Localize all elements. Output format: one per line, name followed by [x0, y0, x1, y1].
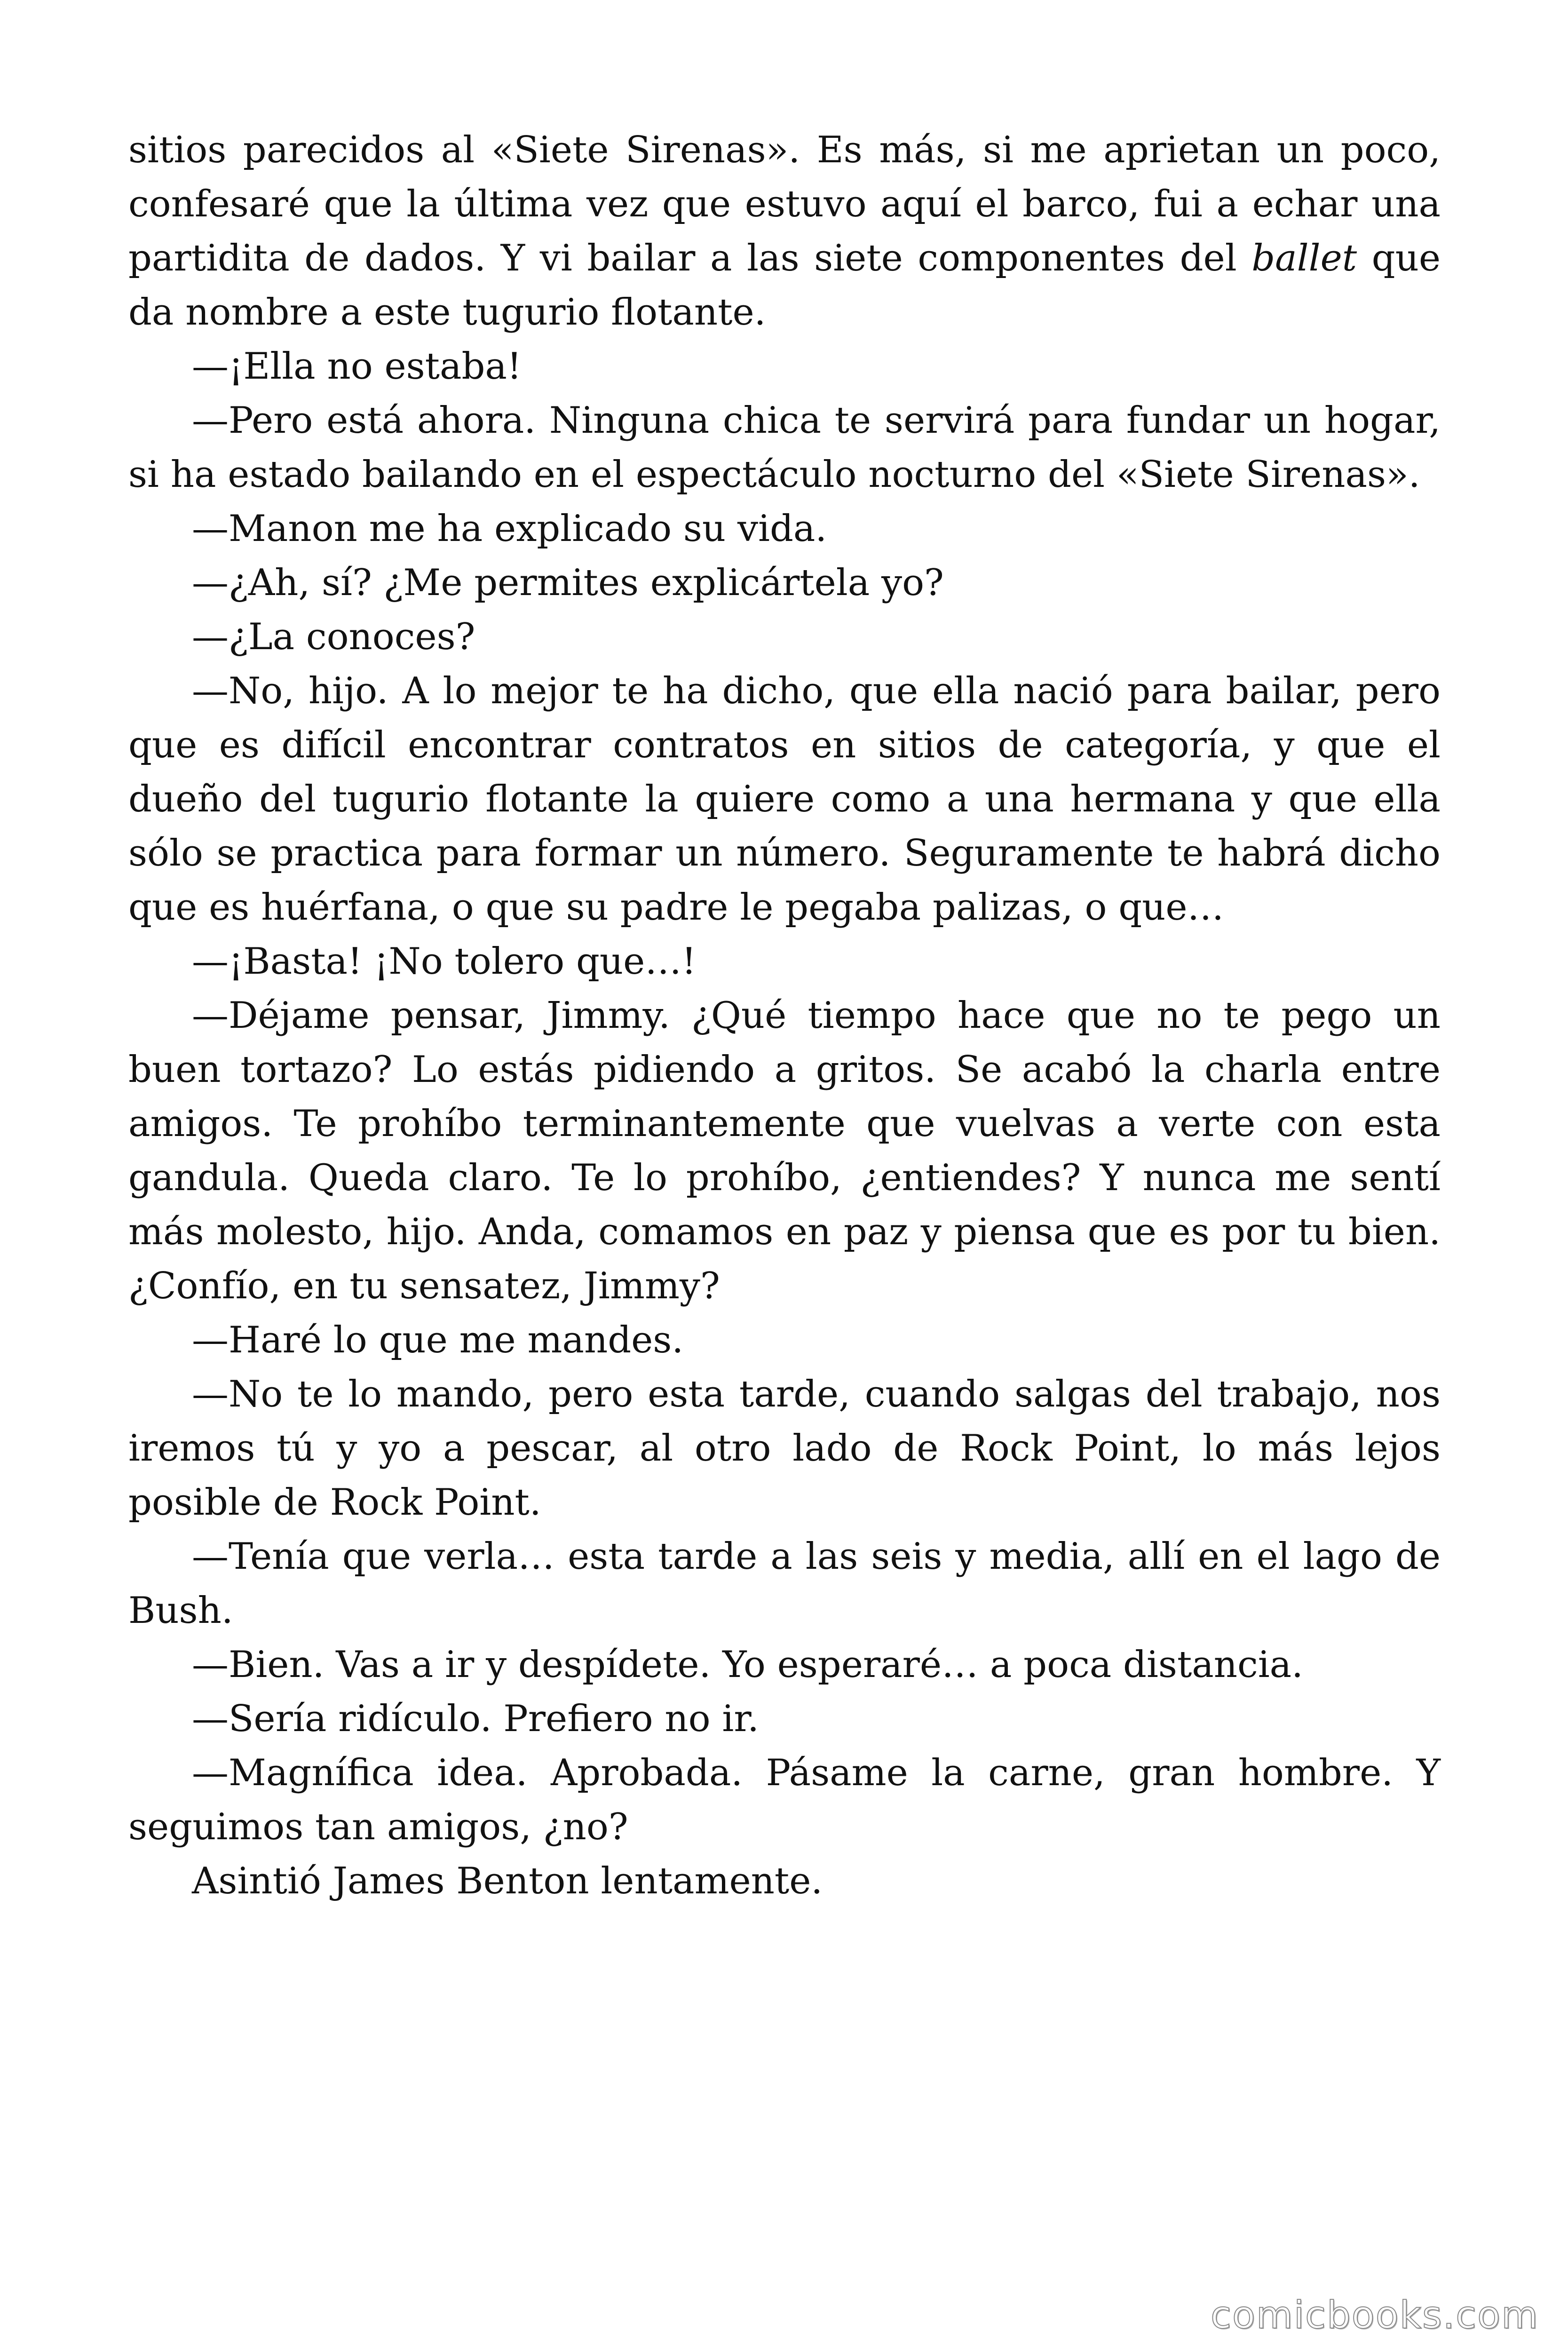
dialogue-line: —Bien. Vas a ir y despídete. Yo esperaré… a poca distancia.: [192, 1644, 1303, 1686]
dialogue-line: —Haré lo que me mandes.: [192, 1319, 684, 1361]
body-text: [128, 123, 1441, 1908]
dialogue-line: —Magnífica idea. Aprobada. Pásame la carne, gran hombre. Y seguimos tan amigos, ¿no?: [128, 1752, 1441, 1848]
dialogue-line: —Déjame pensar, Jimmy. ¿Qué tiempo hace que no te pego un buen tortazo? Lo estás pidiendo a gritos. Se acabó la charla entre amigos. Te prohíbo terminantemente que vuelvas a verte con esta gandula. Queda claro. Te lo prohíbo, ¿entiendes? Y nunca me sentí más molesto, hijo. Anda, comamos en paz y piensa que es por tu bien. ¿Confío, en tu sensatez, Jimmy?: [128, 994, 1441, 1307]
watermark: comicbooks.com: [1210, 2293, 1539, 2337]
paragraph-text: que da nombre a este tugurio flotante.: [128, 237, 1441, 334]
dialogue-line: —¡Ella no estaba!: [192, 345, 522, 388]
dialogue-line: —¡Basta! ¡No tolero que…!: [192, 940, 697, 983]
dialogue-line: —Pero está ahora. Ninguna chica te servirá para fundar un hogar, si ha estado bailando en el espectáculo nocturno del «Siete Sirenas».: [128, 399, 1441, 496]
dialogue-line: —No te lo mando, pero esta tarde, cuando salgas del trabajo, nos iremos tú y yo a pescar, al otro lado de Rock Point, lo más lejos posible de Rock Point.: [128, 1373, 1441, 1524]
dialogue-line: —No, hijo. A lo mejor te ha dicho, que ella nació para bailar, pero que es difícil encontrar contratos en sitios de categoría, y que el dueño del tugurio flotante la quiere como a una hermana y que ella sólo se practica para formar un número. Seguramente te habrá dicho que es huérfana, o que su padre le pegaba palizas, o que…: [128, 670, 1441, 929]
dialogue-line: —Tenía que verla… esta tarde a las seis y media, allí en el lago de Bush.: [128, 1535, 1441, 1632]
dialogue-line: —Manon me ha explicado su vida.: [192, 508, 827, 550]
paragraph-text: sitios parecidos al «Siete Sirenas». Es más, si me aprietan un poco, confesaré que la última vez que estuvo aquí el barco, fui a echar una partidita de dados. Y vi bailar a las siete componentes del: [128, 129, 1441, 279]
paragraph-continuation: [128, 123, 1441, 340]
dialogue-line: —¿La conoces?: [192, 616, 475, 658]
italic-word: ballet: [1251, 237, 1357, 279]
narration-line: Asintió James Benton lentamente.: [192, 1860, 823, 1902]
dialogue-line: —¿Ah, sí? ¿Me permites explicártela yo?: [192, 562, 944, 604]
dialogue-line: —Sería ridículo. Prefiero no ir.: [192, 1698, 759, 1740]
